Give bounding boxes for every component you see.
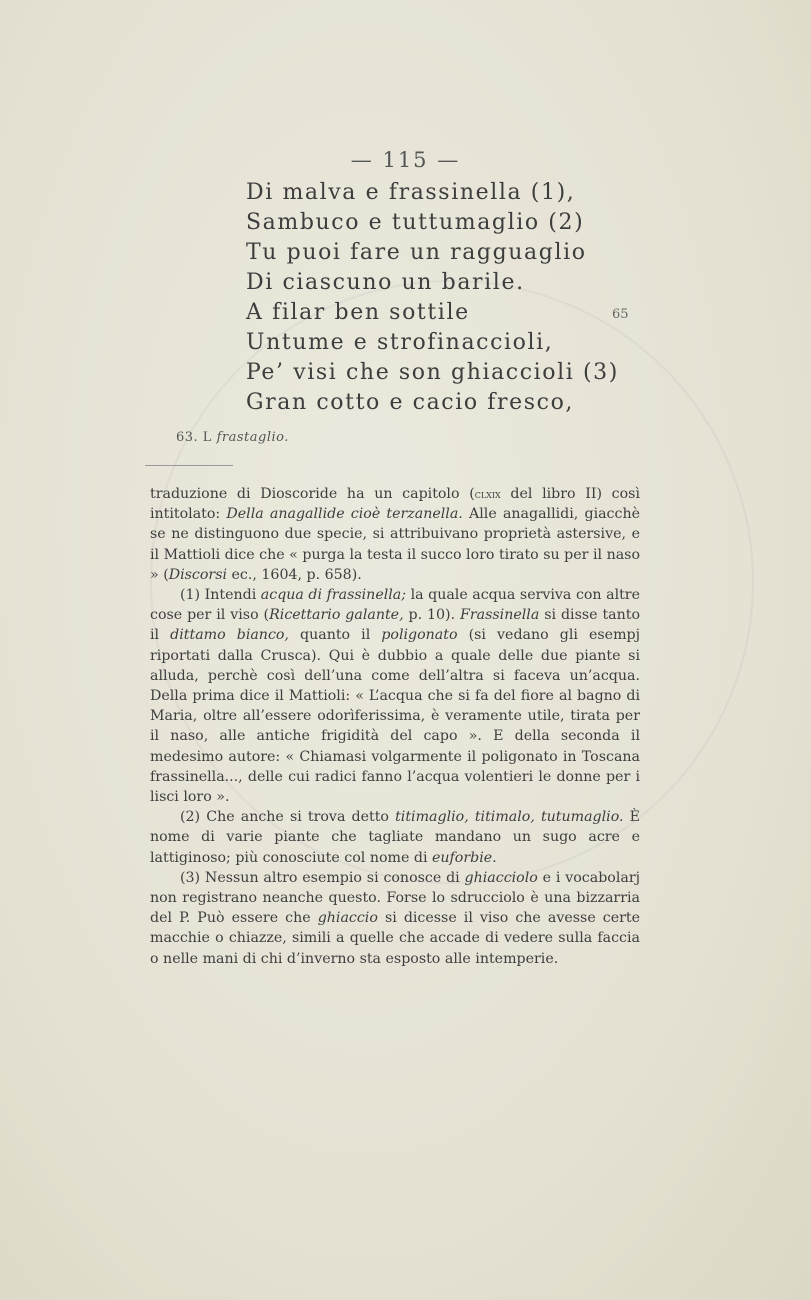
verse-line: A filar ben sottile: [246, 300, 470, 325]
verse-line: Sambuco e tuttumaglio (2): [246, 210, 585, 235]
footnote-3: (3) Nessun altro esempio si conosce di ghiacciolo e i vocabolarj non registrano neanche questo. Forse lo sdrucciolo è una bizzarria del P. Può essere che ghiaccio si dicesse il viso che avesse certe macchie o chiazze, simili a quelle che accade di vedere sulla faccia o nelle mani di chi d’inverno sta esposto alle intemperie.: [150, 869, 640, 967]
footnote-2: (2) Che anche si trova detto titimaglio, titimalo, tutumaglio. È nome di varie piante che tagliate mandano un sugo acre e lattiginoso; più conosciute col nome di euforbie.: [150, 809, 640, 866]
verse-line: Untume e strofinaccioli,: [246, 330, 554, 355]
verse-line-number: 65: [612, 307, 629, 322]
verse-line: Pe’ visi che son ghiaccioli (3): [246, 360, 619, 385]
verse-block: [246, 178, 666, 418]
footnotes: [150, 484, 640, 969]
variant-reading: [176, 430, 289, 445]
note-continuation: traduzione di Dioscoride ha un capitolo (clxix del libro II) così intitolato: Della anagallide cioè terzanella. Alle anagallidi, giacchè se ne distinguono due specie, si attribuivano proprietà astersive, e il Mattioli dice che « purga la testa il succo loro tirato su per il naso » (Discorsi ec., 1604, p. 658).: [150, 486, 640, 583]
page-number: — 115 —: [350, 148, 461, 172]
variant-prefix: 63. L: [176, 430, 212, 445]
verse-line: Di ciascuno un barile.: [246, 270, 525, 295]
footnote-1: (1) Intendi acqua di frassinella; la quale acqua serviva con altre cose per il viso (Ricettario galante, p. 10). Frassinella si disse tanto il dittamo bianco, quanto il poligonato (si vedano gli esempj riportati dalla Crusca). Qui è dubbio a quale delle due piante si alluda, perchè così dell’una come dell’altra si faceva un’acqua. Della prima dice il Mattioli: « L’acqua che si fa del fiore al bagno di Maria, oltre all’essere odorìferissima, è veramente utile, tirata per il naso, alle antiche frigidità del capo ». E della seconda il medesimo autore: « Chiamasi volgarmente il poligonato in Toscana frassinella..., delle cui radici fanno l’acqua volentieri le donne per i lisci loro ».: [150, 587, 641, 806]
verse-line: Gran cotto e cacio fresco,: [246, 390, 575, 415]
verse-line: Di malva e frassinella (1),: [246, 180, 576, 205]
variant-word: frastaglio.: [216, 430, 289, 445]
verse-line: Tu puoi fare un ragguaglio: [246, 240, 587, 265]
footnote-separator: [145, 465, 233, 466]
